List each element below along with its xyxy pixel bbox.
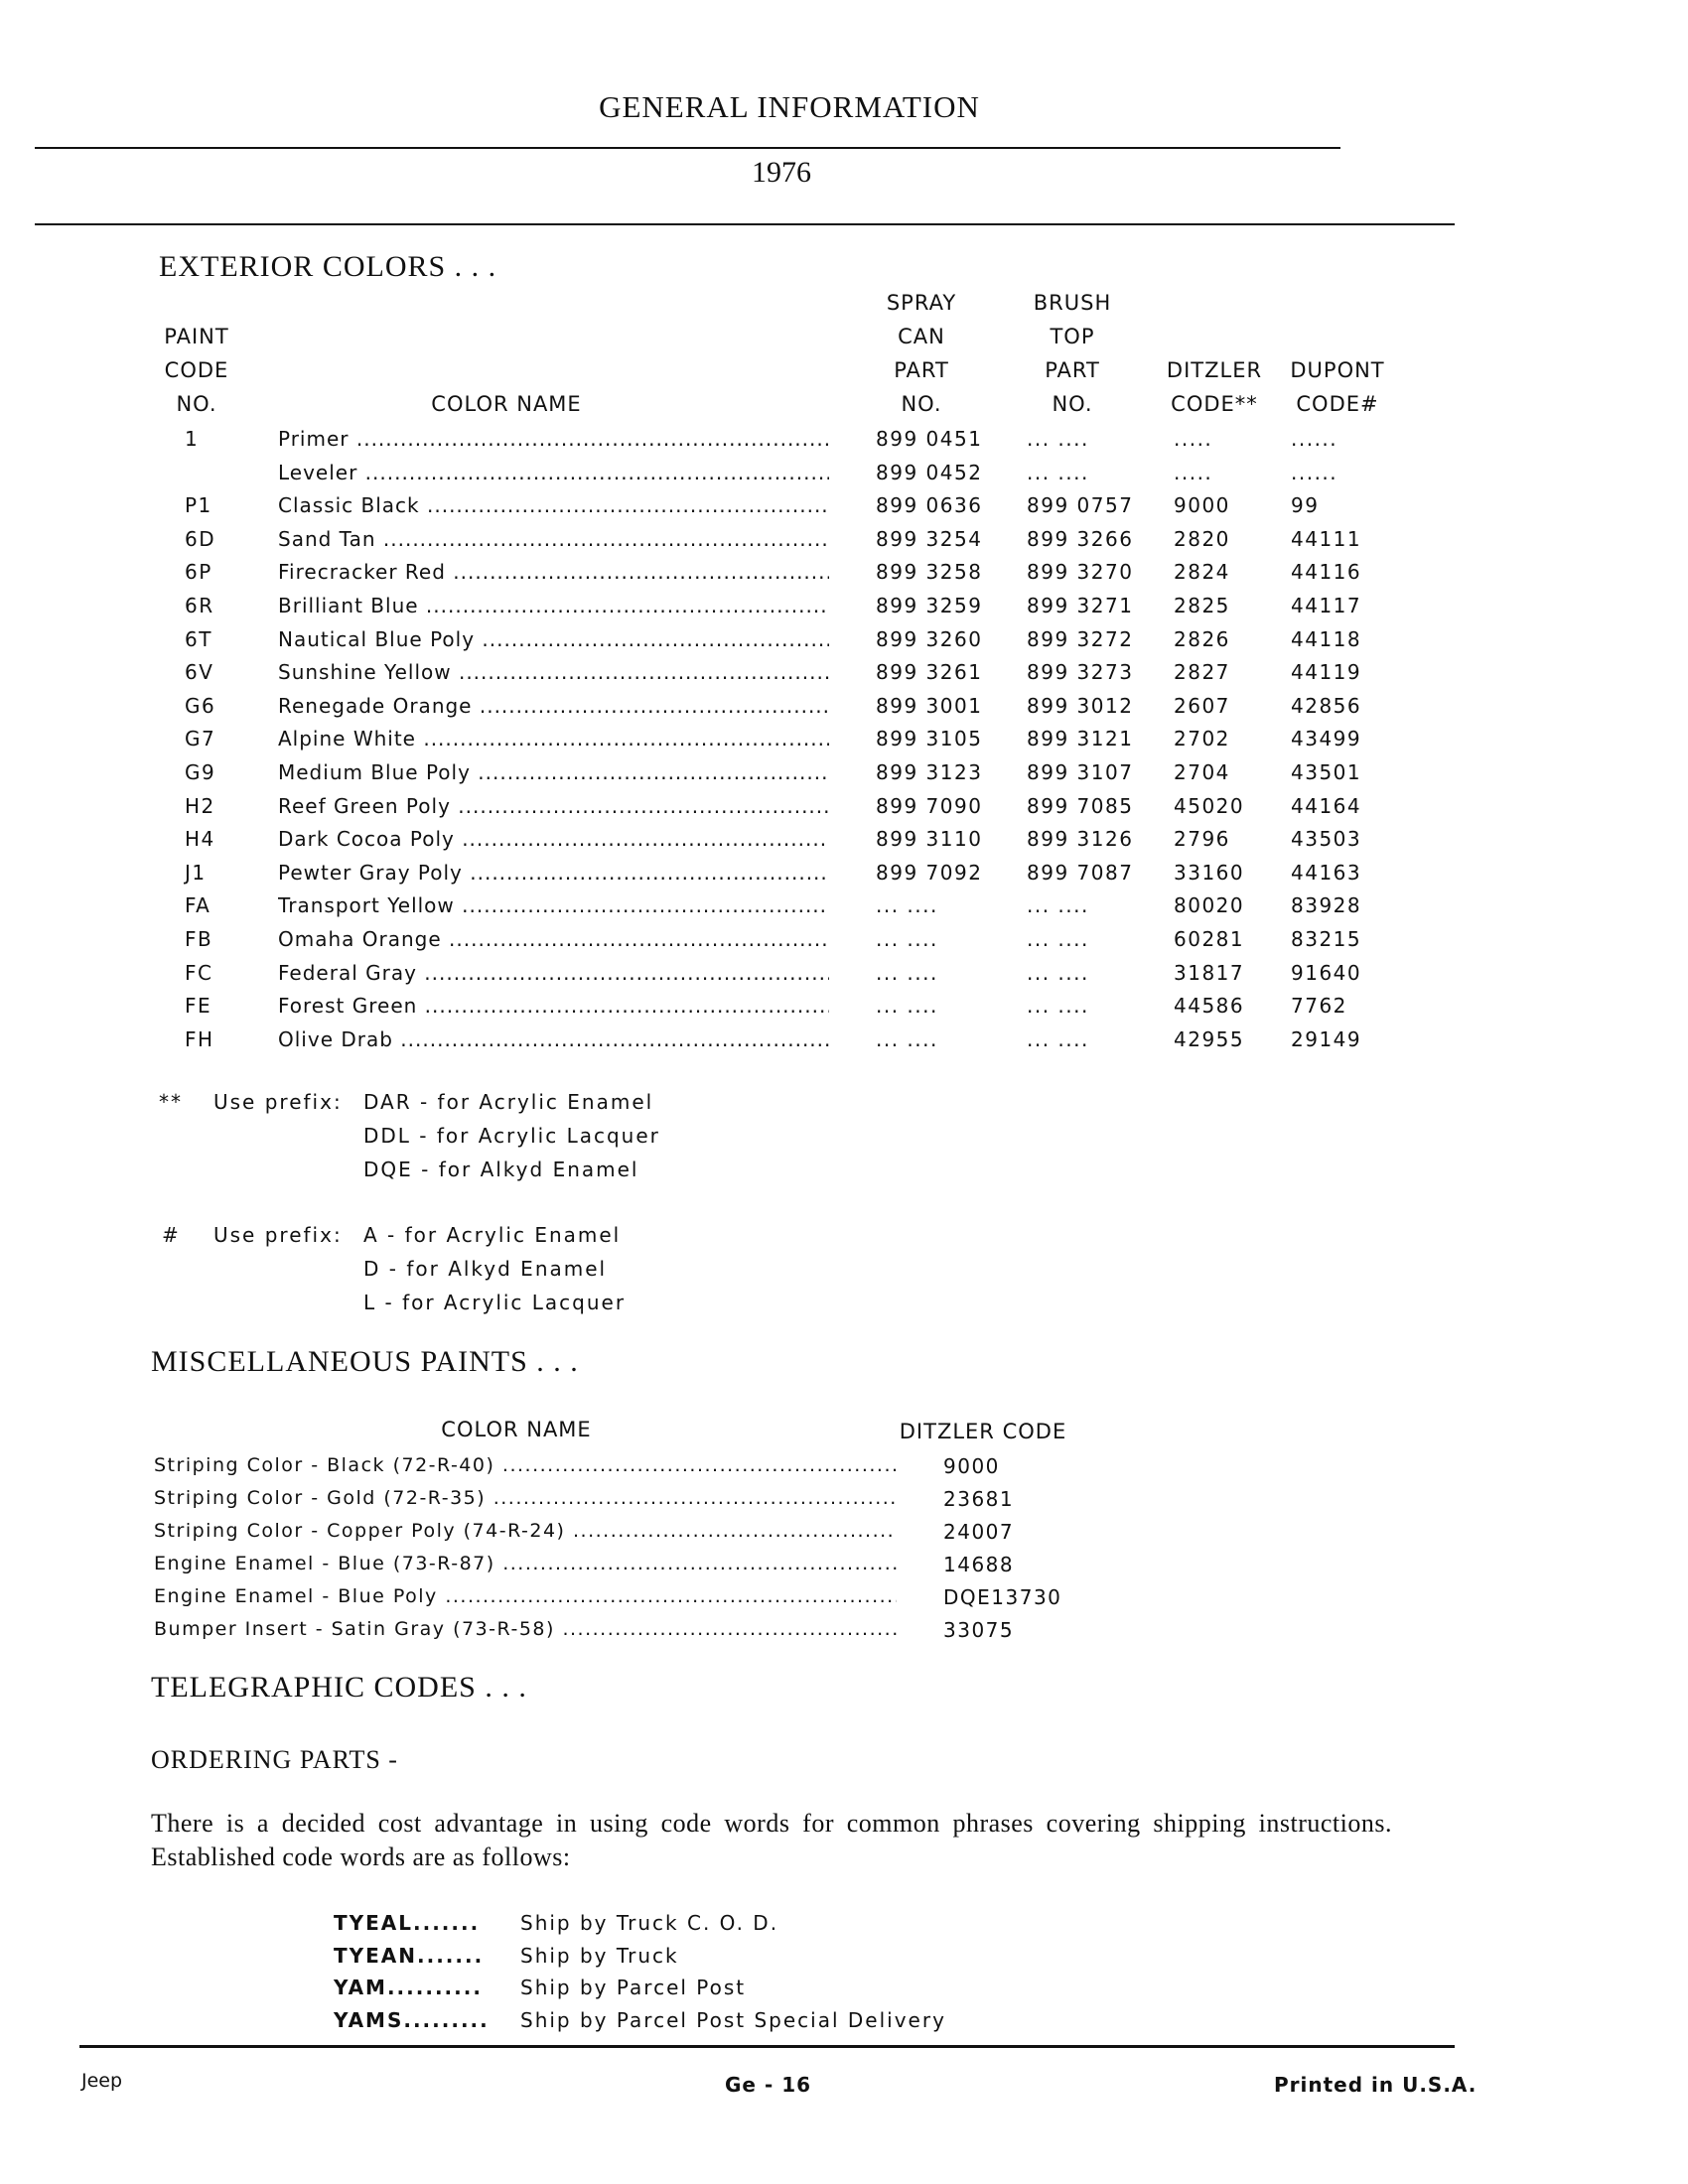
table-row [0, 1027, 1688, 1060]
dupont-code: ...... [1291, 460, 1338, 484]
telegraphic-meaning: Ship by Parcel Post Special Delivery [520, 2007, 946, 2032]
brush-top-part: 899 3266 [1027, 526, 1134, 551]
header-brush-top [1013, 286, 1132, 421]
color-name-text: Nautical Blue Poly [278, 626, 476, 651]
list-item [0, 1944, 1688, 1977]
paint-code: P1 [185, 493, 212, 518]
spray-can-part: 899 3110 [876, 827, 983, 852]
brush-top-part: 899 3126 [1027, 827, 1134, 852]
table-row [0, 827, 1688, 860]
color-name-text: Olive Drab [278, 1026, 393, 1051]
table-row [0, 427, 1688, 460]
ditzler-code: 44586 [1174, 994, 1245, 1019]
color-name-text: Leveler [278, 460, 358, 484]
misc-ditzler-code: 9000 [943, 1454, 1000, 1478]
dupont-code: 43501 [1291, 760, 1362, 784]
note-item: A - for Acrylic Enamel [363, 1223, 622, 1247]
table-row [0, 794, 1688, 827]
dupont-code: ...... [1291, 427, 1338, 451]
color-name-text: Brilliant Blue [278, 594, 419, 617]
paint-code: H2 [185, 793, 215, 818]
brush-top-part: 899 3107 [1027, 760, 1134, 784]
color-name-text: Omaha Orange [278, 927, 442, 951]
header-paint-code [137, 320, 256, 421]
misc-ditzler-code: 24007 [943, 1520, 1015, 1544]
telegraphic-code: YAMS......... [334, 2007, 490, 2032]
misc-color-name [154, 1487, 897, 1509]
header-dupont [1273, 353, 1402, 421]
spray-can-part: 899 3105 [876, 727, 983, 751]
ditzler-code: 2826 [1174, 626, 1230, 651]
table-row [0, 1585, 1688, 1618]
brush-top-part: 899 3270 [1027, 560, 1134, 585]
note-item: L - for Acrylic Lacquer [363, 1291, 627, 1314]
footer-printed: Printed in U.S.A. [1274, 2073, 1477, 2097]
ditzler-code: 2824 [1174, 560, 1230, 585]
spray-can-part: 899 7090 [876, 793, 983, 818]
header-spray-can [862, 286, 981, 421]
color-name [278, 427, 829, 451]
spray-can-part: ... .... [876, 893, 938, 918]
header-ditzler [1150, 353, 1279, 421]
header-text: PART [894, 358, 949, 382]
brush-top-part: ... .... [1027, 1026, 1089, 1051]
note-label: Use prefix: [213, 1223, 343, 1247]
color-name [278, 794, 829, 818]
dupont-code: 44119 [1291, 660, 1362, 685]
paint-code: H4 [185, 827, 215, 852]
color-name-text: Dark Cocoa Poly [278, 827, 455, 852]
dupont-code: 83928 [1291, 893, 1362, 918]
spray-can-part: 899 3123 [876, 760, 983, 784]
header-rule-top [35, 147, 1340, 149]
telegraphic-code: YAM.......... [334, 1976, 483, 1999]
ditzler-code: 2827 [1174, 660, 1230, 685]
color-name-text: Federal Gray [278, 960, 417, 985]
misc-color-name [154, 1454, 897, 1476]
misc-header-color-name: COLOR NAME [441, 1418, 592, 1441]
table-row [0, 627, 1688, 660]
telegraphic-code: TYEAL....... [334, 1911, 481, 1935]
table-row [0, 694, 1688, 727]
table-row [0, 1454, 1688, 1487]
note-item: DDL - for Acrylic Lacquer [363, 1124, 660, 1148]
misc-color-name-text: Engine Enamel - Blue (73-R-87) [154, 1553, 495, 1574]
misc-ditzler-code: 14688 [943, 1553, 1015, 1576]
color-name [278, 994, 829, 1018]
ditzler-code: 42955 [1174, 1026, 1245, 1051]
brush-top-part: ... .... [1027, 893, 1089, 918]
paint-code: 6D [185, 526, 216, 551]
brush-top-part: 899 3272 [1027, 626, 1134, 651]
header-color-name: COLOR NAME [431, 392, 582, 416]
list-item [0, 1976, 1688, 2008]
brush-top-part: 899 3271 [1027, 594, 1134, 617]
header-text: DITZLER [1166, 358, 1263, 382]
spray-can-part: 899 3259 [876, 594, 983, 617]
paint-code: J1 [185, 860, 207, 885]
note-mark: # [162, 1223, 181, 1247]
dupont-code: 44117 [1291, 594, 1362, 617]
header-rule-bottom [35, 223, 1455, 225]
paint-code: G7 [185, 727, 216, 751]
dupont-code: 44111 [1291, 526, 1362, 551]
misc-color-name-text: Engine Enamel - Blue Poly [154, 1585, 438, 1607]
table-row [0, 527, 1688, 560]
header-text: CODE# [1296, 392, 1379, 416]
header-text: DUPONT [1290, 358, 1385, 382]
brush-top-part: 899 3012 [1027, 693, 1134, 718]
dupont-code: 43503 [1291, 827, 1362, 852]
color-name-text: Medium Blue Poly [278, 760, 471, 784]
color-name-text: Reef Green Poly [278, 793, 451, 818]
misc-color-name [154, 1520, 897, 1542]
color-name-text: Transport Yellow [278, 893, 455, 918]
telegraphic-meaning: Ship by Parcel Post [520, 1976, 747, 1999]
table-row [0, 1618, 1688, 1651]
header-text: CODE** [1171, 392, 1258, 416]
color-name [278, 461, 829, 484]
header-text: NO. [1052, 392, 1093, 416]
paint-code: FE [185, 994, 212, 1019]
table-row [0, 1487, 1688, 1520]
color-name [278, 627, 829, 651]
dupont-code: 44164 [1291, 793, 1362, 818]
table-row [0, 927, 1688, 960]
color-name-text: Classic Black [278, 493, 420, 518]
color-name [278, 760, 829, 784]
brush-top-part: ... .... [1027, 427, 1089, 451]
note-label: Use prefix: [213, 1090, 343, 1114]
misc-color-name [154, 1618, 897, 1640]
dupont-code: 44118 [1291, 626, 1362, 651]
header-text: PART [1045, 358, 1100, 382]
paint-code: 6V [185, 660, 214, 685]
ditzler-code: 9000 [1174, 493, 1230, 518]
table-row [0, 660, 1688, 693]
paint-code: 1 [185, 427, 200, 451]
ditzler-code: 2607 [1174, 693, 1230, 718]
color-name-text: Forest Green [278, 994, 418, 1019]
table-row [0, 861, 1688, 893]
table-row [0, 994, 1688, 1026]
spray-can-part: 899 3261 [876, 660, 983, 685]
telegraphic-code: TYEAN....... [334, 1943, 485, 1968]
color-name [278, 594, 829, 617]
ditzler-code: ..... [1174, 427, 1213, 451]
spray-can-part: 899 3260 [876, 626, 983, 651]
ditzler-code: 31817 [1174, 960, 1245, 985]
color-name [278, 560, 829, 584]
note-item: D - for Alkyd Enamel [363, 1257, 608, 1281]
ditzler-code: ..... [1174, 460, 1213, 484]
table-row [0, 461, 1688, 493]
brush-top-part: 899 3273 [1027, 660, 1134, 685]
spray-can-part: 899 7092 [876, 860, 983, 885]
dupont-code: 99 [1291, 493, 1320, 518]
exterior-colors-heading: EXTERIOR COLORS . . . [159, 250, 497, 283]
color-name [278, 961, 829, 985]
paint-code: FH [185, 1026, 214, 1051]
color-name [278, 927, 829, 951]
spray-can-part: 899 0636 [876, 493, 983, 518]
telegraphic-codes-heading: TELEGRAPHIC CODES . . . [151, 1671, 527, 1704]
brush-top-part: ... .... [1027, 927, 1089, 951]
ordering-parts-heading: ORDERING PARTS - [151, 1745, 398, 1774]
color-name [278, 527, 829, 551]
brush-top-part: ... .... [1027, 960, 1089, 985]
brush-top-part: 899 7085 [1027, 793, 1134, 818]
spray-can-part: ... .... [876, 1026, 938, 1051]
spray-can-part: 899 0451 [876, 427, 983, 451]
table-row [0, 560, 1688, 593]
brush-top-part: ... .... [1027, 460, 1089, 484]
paint-code: G9 [185, 760, 216, 784]
color-name-text: Primer [278, 427, 350, 451]
misc-ditzler-code: 23681 [943, 1487, 1015, 1511]
telegraphic-meaning: Ship by Truck [520, 1943, 679, 1968]
color-name-text: Renegade Orange [278, 693, 473, 718]
dupont-code: 44163 [1291, 860, 1362, 885]
table-row [0, 760, 1688, 793]
color-name-text: Alpine White [278, 727, 416, 751]
ditzler-code: 45020 [1174, 793, 1245, 818]
spray-can-part: 899 3001 [876, 693, 983, 718]
misc-ditzler-code: 33075 [943, 1618, 1015, 1642]
spray-can-part: ... .... [876, 927, 938, 951]
ditzler-code: 80020 [1174, 893, 1245, 918]
color-name-text: Pewter Gray Poly [278, 860, 463, 885]
header-text: CODE [164, 358, 229, 382]
brush-top-part: 899 0757 [1027, 493, 1134, 518]
ditzler-code: 33160 [1174, 860, 1245, 885]
dupont-code: 7762 [1291, 994, 1347, 1019]
table-row [0, 727, 1688, 759]
footer-page-number: Ge - 16 [725, 2073, 812, 2097]
list-item [0, 1911, 1688, 1944]
misc-color-name [154, 1553, 897, 1574]
brush-top-part: 899 7087 [1027, 860, 1134, 885]
spray-can-part: 899 3258 [876, 560, 983, 585]
paint-code: FA [185, 893, 211, 918]
color-name-text: Firecracker Red [278, 560, 446, 585]
header-text: NO. [901, 392, 942, 416]
header-text: BRUSH [1033, 291, 1112, 315]
footer-brand: Jeep [81, 2070, 123, 2092]
list-item [0, 2008, 1688, 2041]
table-row [0, 1553, 1688, 1585]
note-item: DQE - for Alkyd Enamel [363, 1158, 639, 1181]
table-row [0, 893, 1688, 926]
header-text: PAINT [164, 325, 229, 348]
paint-code: 6T [185, 626, 212, 651]
ordering-parts-paragraph: There is a decided cost advantage in using code words for common phrases covering shipping instructions. Established code words are as follows: [151, 1809, 1392, 1871]
table-row [0, 493, 1688, 526]
ditzler-code: 2825 [1174, 594, 1230, 617]
header-text: CAN [898, 325, 945, 348]
ditzler-code: 2704 [1174, 760, 1230, 784]
dupont-code: 44116 [1291, 560, 1362, 585]
header-text: NO. [176, 392, 217, 416]
misc-color-name-text: Bumper Insert - Satin Gray (73-R-58) [154, 1618, 555, 1640]
header-text: TOP [1050, 325, 1095, 348]
header-text: SPRAY [886, 291, 957, 315]
misc-color-name-text: Striping Color - Gold (72-R-35) [154, 1487, 487, 1509]
color-name [278, 694, 829, 718]
spray-can-part: 899 3254 [876, 526, 983, 551]
paint-code: FC [185, 960, 213, 985]
telegraphic-meaning: Ship by Truck C. O. D. [520, 1911, 779, 1935]
color-name-text: Sand Tan [278, 526, 376, 551]
color-name [278, 1027, 829, 1051]
misc-ditzler-code: DQE13730 [943, 1585, 1062, 1609]
page-title: GENERAL INFORMATION [599, 89, 980, 124]
brush-top-part: ... .... [1027, 994, 1089, 1019]
misc-color-name-text: Striping Color - Black (72-R-40) [154, 1454, 495, 1476]
spray-can-part: ... .... [876, 994, 938, 1019]
color-name-text: Sunshine Yellow [278, 660, 452, 685]
paint-code: 6P [185, 560, 212, 585]
dupont-code: 83215 [1291, 927, 1362, 951]
ditzler-code: 60281 [1174, 927, 1245, 951]
misc-color-name-text: Striping Color - Copper Poly (74-R-24) [154, 1520, 566, 1542]
table-row [0, 961, 1688, 994]
color-name [278, 493, 829, 517]
note-mark: ** [159, 1090, 183, 1114]
ditzler-code: 2796 [1174, 827, 1230, 852]
color-name [278, 827, 829, 851]
color-name [278, 727, 829, 751]
misc-color-name [154, 1585, 897, 1607]
brush-top-part: 899 3121 [1027, 727, 1134, 751]
misc-paints-heading: MISCELLANEOUS PAINTS . . . [151, 1345, 579, 1378]
dupont-code: 42856 [1291, 693, 1362, 718]
paint-code: 6R [185, 594, 214, 617]
spray-can-part: 899 0452 [876, 460, 983, 484]
ditzler-code: 2820 [1174, 526, 1230, 551]
color-name [278, 893, 829, 917]
paint-code: FB [185, 927, 213, 951]
page-year: 1976 [752, 156, 811, 189]
color-name [278, 660, 829, 684]
dupont-code: 91640 [1291, 960, 1362, 985]
footer-rule [79, 2045, 1455, 2048]
table-row [0, 594, 1688, 626]
note-item: DAR - for Acrylic Enamel [363, 1090, 654, 1114]
dupont-code: 43499 [1291, 727, 1362, 751]
spray-can-part: ... .... [876, 960, 938, 985]
ditzler-code: 2702 [1174, 727, 1230, 751]
paint-code: G6 [185, 693, 216, 718]
table-row [0, 1520, 1688, 1553]
dupont-code: 29149 [1291, 1026, 1362, 1051]
misc-header-ditzler-code: DITZLER CODE [899, 1420, 1067, 1443]
color-name [278, 861, 829, 885]
